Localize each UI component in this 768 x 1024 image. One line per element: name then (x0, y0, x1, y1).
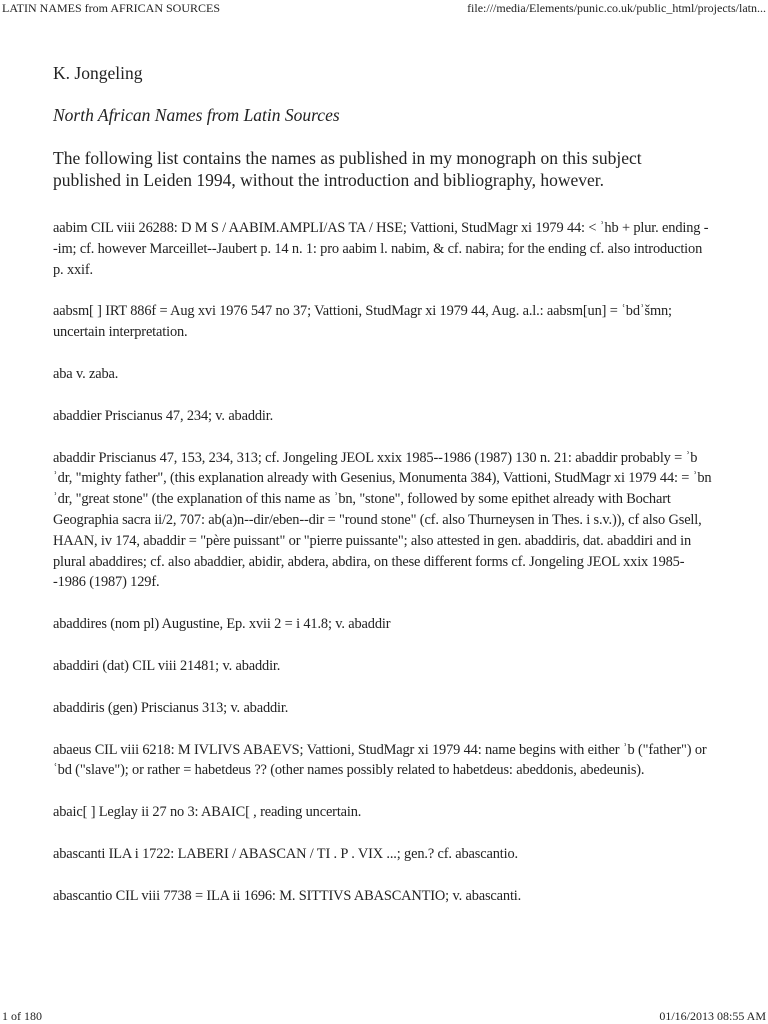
entry-abaddiri: abaddiri (dat) CIL viii 21481; v. abaddir. (53, 657, 281, 674)
entry-abascantio: abascantio CIL viii 7738 = ILA ii 1696: M. SITTIVS ABASCANTIO; v. abascanti. (53, 887, 522, 904)
page-count: 1 of 180 (2, 1009, 42, 1023)
entry-abaddiris: abaddiris (gen) Priscianus 313; v. abaddir. (53, 699, 289, 716)
entry-abaic: abaic[ ] Leglay ii 27 no 3: ABAIC[ , reading uncertain. (53, 804, 362, 821)
entry-aabsm: aabsm[ ] IRT 886f = Aug xvi 1976 547 no 37; Vattioni, StudMagr xi 1979 44, Aug. a.l.: aabsm[un] = ʿbdʾšmn; uncertain interpretation. (53, 303, 672, 341)
author-name: K. Jongeling (53, 63, 143, 83)
entry-abaeus: abaeus CIL viii 6218: M IVLIVS ABAEVS; Vattioni, StudMagr xi 1979 44: name begins with either ʾb ("father") or ʿbd ("slave"); or rather = habetdeus ?? (other names possibly related to habetdeus: abeddonis, abedeunis). (53, 741, 707, 779)
print-timestamp: 01/16/2013 08:55 AM (659, 1009, 766, 1023)
print-header (0, 0, 768, 18)
document-body (53, 62, 713, 928)
entry-abaddir: abaddir Priscianus 47, 153, 234, 313; cf. Jongeling JEOL xxix 1985--1986 (1987) 130 n. 21: abaddir probably = ʾb ʾdr, "mighty father", (this explanation already with Gesenius, Monumenta 384), Vattioni, StudMagr xi 1979 44: = ʾbn ʾdr, "great stone" (the explanation of this name as ʾbn, "stone", followed by some epithet already with Bochart Geographia sacra ii/2, 707: ab(a)n--dir/eben--dir = "round stone" (cf. also Thurneysen in Thes. i s.v.)), cf also Gsell, HAAN, iv 174, abaddir = "père puissant" or "pierre puissante"; also attested in gen. abaddiris, dat. abaddiri and in plural abaddires; cf. also abaddier, abidir, abdera, abdira, on these different forms cf. Jongeling JEOL xxix 1985--1986 (1987) 129f. (53, 449, 712, 591)
page-url: file:///media/Elements/punic.co.uk/public_html/projects/latn... (467, 1, 766, 15)
entry-aabim: aabim CIL viii 26288: D M S / AABIM.AMPLI/AS TA / HSE; Vattioni, StudMagr xi 1979 44: < ʾhb + plur. ending --im; cf. however Marceillet--Jaubert p. 14 n. 1: pro aabim l. nabim, & cf. nabira; for the ending cf. also introduction p. xxif. (53, 220, 709, 278)
print-footer (0, 1008, 768, 1024)
entry-abaddier: abaddier Priscianus 47, 234; v. abaddir. (53, 407, 274, 424)
intro-paragraph: The following list contains the names as published in my monograph on this subject published in Leiden 1994, without the introduction and bibliography, however. (53, 148, 642, 190)
entry-abaddires: abaddires (nom pl) Augustine, Ep. xvii 2 = i 41.8; v. abaddir (53, 616, 391, 633)
entry-aba: aba v. zaba. (53, 365, 119, 382)
document-title: North African Names from Latin Sources (53, 105, 340, 125)
entry-abascanti: abascanti ILA i 1722: LABERI / ABASCAN / TI . P . VIX ...; gen.? cf. abascantio. (53, 845, 518, 862)
page-title: LATIN NAMES from AFRICAN SOURCES (2, 1, 221, 15)
